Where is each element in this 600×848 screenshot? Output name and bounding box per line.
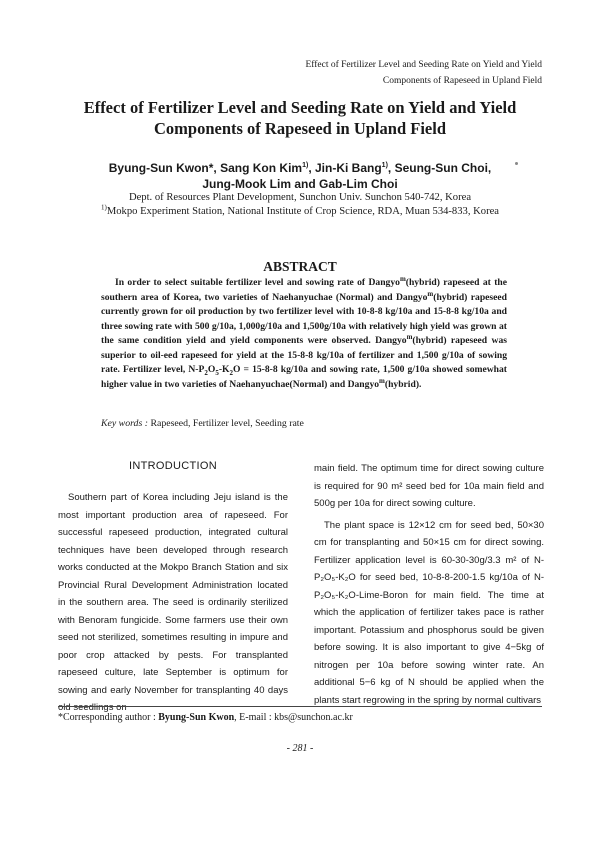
author-2: Sang Kon Kim: [220, 161, 303, 175]
abstract-heading: ABSTRACT: [263, 259, 337, 274]
footnote: [58, 711, 353, 725]
introduction-heading: INTRODUCTION: [129, 460, 217, 472]
hybrid-mark-3: m: [406, 332, 413, 341]
affiliation-1: Dept. of Resources Plant Development, Sunchon Univ. Sunchon 540-742, Korea: [128, 192, 472, 203]
running-head-line1: Effect of Fertilizer Level and Seeding Rate on Yield and Yield: [305, 60, 542, 70]
abstract-body: In order to select suitable fertilizer level and sowing rate of Dangyo$^m$(hybrid) rapeseed at the southern area of Korea, two varieties of Naehanyuchae (Normal) and Dangyo$^m$(hybrid) rapeseed currently grown for oil production by two fertilizer level with 10-8-8 kg/10a and 15-8-8 kg/10a and three sowing rate with 500 g/10a, 1,000g/10a and 1,500g/10a with relatively high yield was grown at the same condition yield and yield components were observed. Dangyo$^m$(hybrid) rapeseed was superior to oil-eed rapeseed for yield at the 15-8-8 kg/10a of fertilizer and 1,500 g/10a of sowing rate. Fertilizer level, $N-P_2O_5-K_2O = 15-8-8$ kg/10a and sowing rate, 1,500 g/10a showed somewhat higher value in two varieties of Naehanyuchae(Normal) and Dangyo$^m$(hybrid).: [101, 274, 507, 390]
abstract-text-7: O = 15-8-8 kg/10a and sowing rate, 1,500 g/10a showed somewhat higher value in two varieties of Naehanyuchae(Normal) and Dangyo: [101, 364, 507, 390]
footnote-rule: [58, 706, 542, 707]
author-4: , Seung-Sun Choi,: [387, 161, 492, 175]
intro-paragraph-3: The plant space is 12×12 cm for seed bed, 50×30 cm for transplanting and 50×15 cm for direct sowing. Fertilizer application level is 60-30-30g/3.3 m² of N-P₂O₅-K₂O for seed bed, 10-8-8-200-1.5 kg/10a of N-P₂O₅-K₂O-Lime-Boron for main field. The time at which the application of fertilizer takes pace is rather important. Potassium and phosphorus sould be given before sowing. It is also important to give 4−5kg of nitrogen per 10a before sowing winter rate. An additional 5−6 kg of N should be applied when the plants start regrowing in the spring by normal cultivars: [314, 519, 544, 706]
right-column: [314, 460, 544, 713]
page-number: - 281 -: [286, 743, 314, 754]
running-head-line2: Components of Rapeseed in Upland Field: [382, 76, 542, 86]
author-3: , Jin-Ki Bang: [308, 161, 382, 175]
title-line2: Components of Rapeseed in Upland Field: [154, 119, 446, 138]
intro-paragraph-1: Southern part of Korea including Jeju island is the most important production area of rapeseed. For successful rapeseed production, integrated cultural techniques have been developed through research works conducted at the Mokpo Branch Station and six Provincial Rural Development Administration located in the southern area. The seed is ordinarily sterilized with Benoram fungicide. Some farmers use their own seed not sterilized, sometimes resulting in impure and poor crop attacked by pests. For transplanted rapeseed culture, late September is optimum for sowing and early November for transplanting 40 days old seedlings on: [58, 492, 288, 713]
affiliation-2: [60, 205, 540, 219]
keywords: [101, 417, 507, 431]
keywords-text: Rapeseed, Fertilizer level, Seeding rate: [148, 418, 304, 429]
hybrid-mark-2: m: [427, 289, 434, 298]
title-line1: Effect of Fertilizer Level and Seeding Rate on Yield and Yield: [83, 98, 517, 117]
authors-line1: [60, 160, 540, 176]
footnote-author: Byung-Sun Kwon: [158, 712, 235, 723]
author-3-affil-mark: 1): [381, 162, 388, 169]
author-list: [60, 160, 540, 192]
paper-title: [60, 97, 540, 139]
hybrid-mark-1: m: [399, 274, 406, 283]
abstract-text-1: In order to select suitable fertilizer level and sowing rate of Dangyo: [115, 277, 400, 288]
abstract-text-5: O: [207, 364, 216, 375]
running-head: [305, 57, 542, 89]
author-1: Byung-Sun Kwon*,: [108, 161, 221, 175]
abstract-text-3: (hybrid) rapeseed currently grown for oil production by two fertilizer level with 10-8-8 kg/10a and 15-8-8 kg/10a and three sowing rate with 500 g/10a, 1,000g/10a and 1,500g/10a with relatively high yield was grown at the same condition yield and yield components were observed. Dangyo: [101, 291, 507, 346]
author-2-affil-mark: 1): [302, 162, 309, 169]
footnote-email: , E-mail : kbs@sunchon.ac.kr: [234, 712, 353, 723]
left-column: [58, 489, 288, 721]
footnote-prefix: *Corresponding author :: [58, 712, 159, 723]
abstract-text-4: (hybrid) rapeseed was superior to oil-eed rapeseed for yield at the 15-8-8 kg/10a of fertilizer and 1,500 g/10a of sowing rate. Fertilizer level, N-P: [101, 335, 507, 375]
abstract-text-2: (hybrid) rapeseed at the southern area of Korea, two varieties of Naehanyuchae (Normal) and Dangyo: [101, 277, 507, 303]
abstract-text-6: -K: [218, 364, 230, 375]
affiliations: [60, 191, 540, 219]
hybrid-mark-4: m: [379, 376, 385, 385]
affiliation-2-mark: 1): [100, 203, 107, 212]
intro-paragraph-2: main field. The optimum time for direct sowing culture is required for 90 m² seed bed for 10a main field and 500g per 10a for direct sowing culture.: [314, 463, 544, 509]
keywords-label: Key words :: [101, 418, 148, 429]
affiliation-2-text: Mokpo Experiment Station, National Institute of Crop Science, RDA, Muan 534-833, Korea: [106, 206, 500, 217]
authors-line2: Jung-Mook Lim and Gab-Lim Choi: [202, 177, 398, 191]
abstract-text-8: (hybrid).: [384, 378, 422, 390]
